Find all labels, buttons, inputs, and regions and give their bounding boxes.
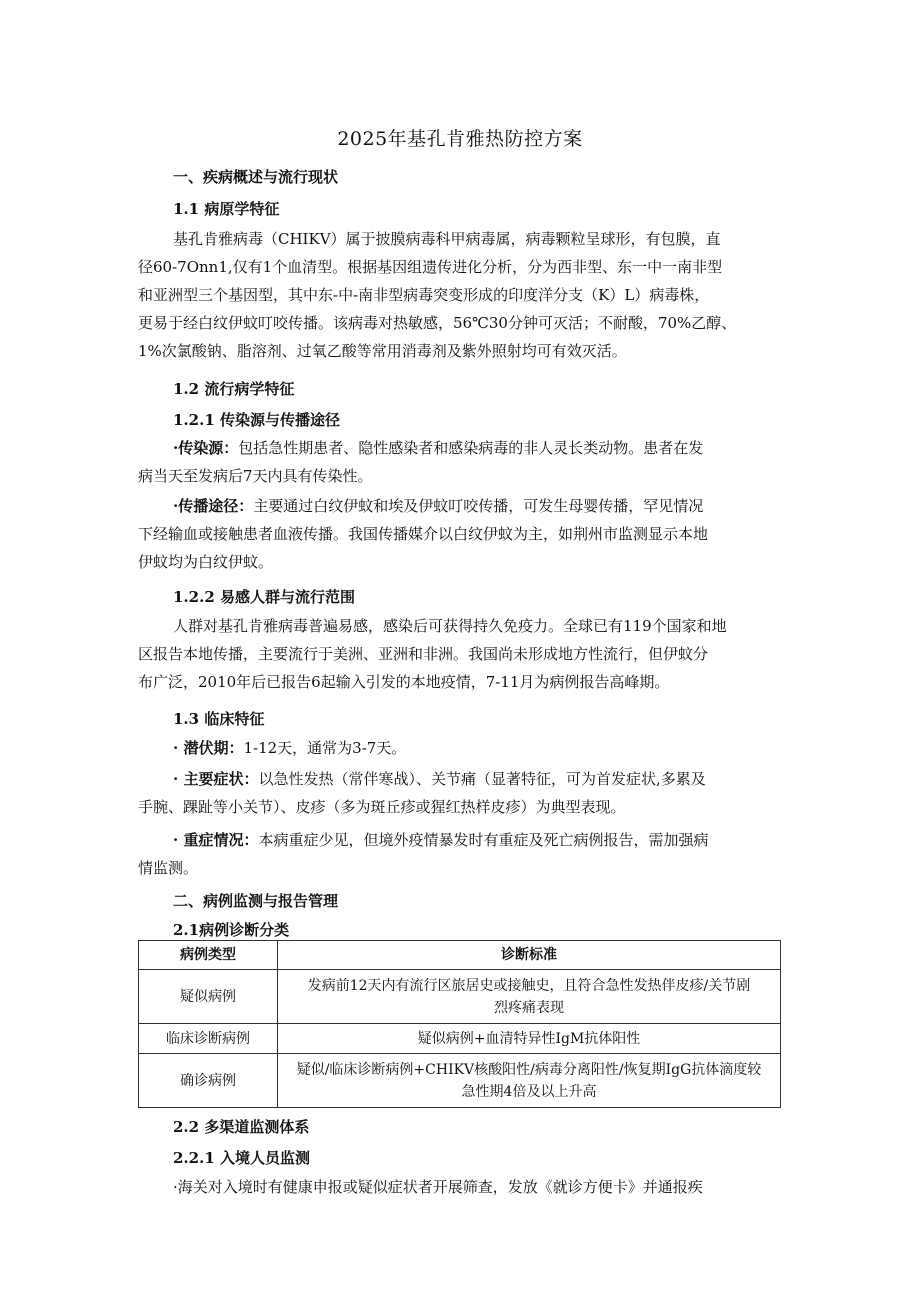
text-line: 以急性发热（常伴寒战）、关节痛（显著特征，可为首发症状,多累及: [258, 770, 706, 788]
criteria-cell: [278, 1054, 781, 1108]
text-line: 1%次氯酸钠、脂溶剂、过氧乙酸等常用消毒剂及紫外照射均可有效灭活。: [138, 342, 627, 360]
table-header-row: [139, 941, 781, 970]
bullet-label-route: ·传播途径：: [173, 497, 254, 515]
paragraph-symptoms: [138, 765, 706, 821]
text-line: 和亚洲型三个基因型，其中东-中-南非型病毒突变形成的印度洋分支（K）L）病毒株，: [138, 286, 710, 304]
column-header-criteria: 诊断标准: [278, 941, 781, 970]
text-line: 主要通过白纹伊蚊和埃及伊蚊叮咬传播，可发生母婴传播，罕见情况: [253, 497, 704, 515]
bullet-label-incubation: · 潜伏期：: [173, 739, 244, 757]
table-row: [139, 1024, 781, 1054]
criteria-line: 疑似病例+血清特异性IgM抗体阳性: [417, 1030, 641, 1047]
subsection-heading-2-2: 2.2 多渠道监测体系: [173, 1118, 310, 1136]
subsection-heading-2-2-1: 2.2.1 入境人员监测: [173, 1149, 310, 1167]
text-line: 布广泛，2010年后已报告6起输入引发的本地疫情，7-11月为病例报告高峰期。: [138, 673, 670, 691]
paragraph-pathogen: [138, 225, 736, 365]
criteria-cell: [278, 970, 781, 1024]
bullet-label-symptoms: · 主要症状：: [173, 770, 259, 788]
bullet-label-severe: · 重症情况：: [173, 831, 259, 849]
text-line: 病当天至发病后7天内具有传染性。: [138, 467, 373, 485]
paragraph-severe-cases: [138, 826, 708, 882]
paragraph-susceptible-population: [138, 612, 727, 696]
section-heading-2: 二、病例监测与报告管理: [173, 892, 339, 910]
text-line: 区报告本地传播，主要流行于美洲、亚洲和非洲。我国尚未形成地方性流行，但伊蚊分: [138, 645, 709, 663]
text-line: 更易于经白纹伊蚊叮咬传播。该病毒对热敏感，56℃30分钟可灭活；不耐酸，70%乙醇、: [138, 314, 737, 332]
paragraph-transmission-route: [138, 492, 708, 576]
case-type-cell: 临床诊断病例: [139, 1024, 278, 1054]
text-line: 径60-7Onn1,仅有1个血清型。根据基因组遗传进化分析，分为西非型、东一中一南非型: [138, 258, 723, 276]
criteria-cell: [278, 1024, 781, 1054]
text-line: ·海关对入境时有健康申报或疑似症状者开展筛查，发放《就诊方便卡》并通报疾: [173, 1178, 703, 1196]
table-row: [139, 1054, 781, 1108]
case-type-cell: 疑似病例: [139, 970, 278, 1024]
case-type-cell: 确诊病例: [139, 1054, 278, 1108]
paragraph-infection-source: [138, 434, 703, 490]
column-header-type: 病例类型: [139, 941, 278, 970]
table-row: [139, 970, 781, 1024]
text-line: 人群对基孔肯雅病毒普遍易感，感染后可获得持久免疫力。全球已有119个国家和地: [173, 617, 727, 635]
text-line: 情监测。: [138, 859, 199, 877]
text-line: 本病重症少见，但境外疫情暴发时有重症及死亡病例报告，需加强病: [258, 831, 709, 849]
text-line: 基孔肯雅病毒（CHIKV）属于披膜病毒科甲病毒属，病毒颗粒呈球形，有包膜，直: [173, 230, 721, 248]
section-heading-1: 一、疾病概述与流行现状: [173, 168, 339, 186]
paragraph-entry-monitoring: [173, 1173, 703, 1201]
criteria-line: 烈疼痛表现: [494, 999, 564, 1016]
text-line: 手腕、踝趾等小关节）、皮疹（多为斑丘疹或猩红热样皮疹）为典型表现。: [138, 798, 626, 816]
criteria-line: 急性期4倍及以上升高: [461, 1083, 597, 1100]
subsection-heading-1-2-2: 1.2.2 易感人群与流行范围: [173, 588, 355, 606]
bullet-label-source: ·传染源：: [173, 439, 239, 457]
document-title: 2025年基孔肯雅热防控方案: [337, 128, 583, 150]
text-line: 伊蚊均为白纹伊蚊。: [138, 553, 274, 571]
text-line: 1-12天，通常为3-7天。: [243, 739, 407, 757]
text-line: 下经输血或接触患者血液传播。我国传播媒介以白纹伊蚊为主，如荆州市监测显示本地: [138, 525, 709, 543]
subsection-heading-2-1: 2.1病例诊断分类: [173, 921, 290, 939]
paragraph-incubation: [138, 734, 406, 762]
criteria-line: 疑似/临床诊断病例+CHIKV核酸阳性/病毒分离阳性/恢复期IgG抗体滴度较: [296, 1061, 762, 1078]
subsection-heading-1-1: 1.1 病原学特征: [173, 200, 280, 218]
text-line: 包括急性期患者、隐性感染者和感染病毒的非人灵长类动物。患者在发: [238, 439, 704, 457]
subsection-heading-1-3: 1.3 临床特征: [173, 710, 265, 728]
subsection-heading-1-2: 1.2 流行病学特征: [173, 380, 295, 398]
diagnosis-table: [138, 940, 781, 1108]
criteria-line: 发病前12天内有流行区旅居史或接触史，且符合急性发热伴皮疹/关节剧: [307, 977, 751, 994]
subsection-heading-1-2-1: 1.2.1 传染源与传播途径: [173, 411, 340, 429]
